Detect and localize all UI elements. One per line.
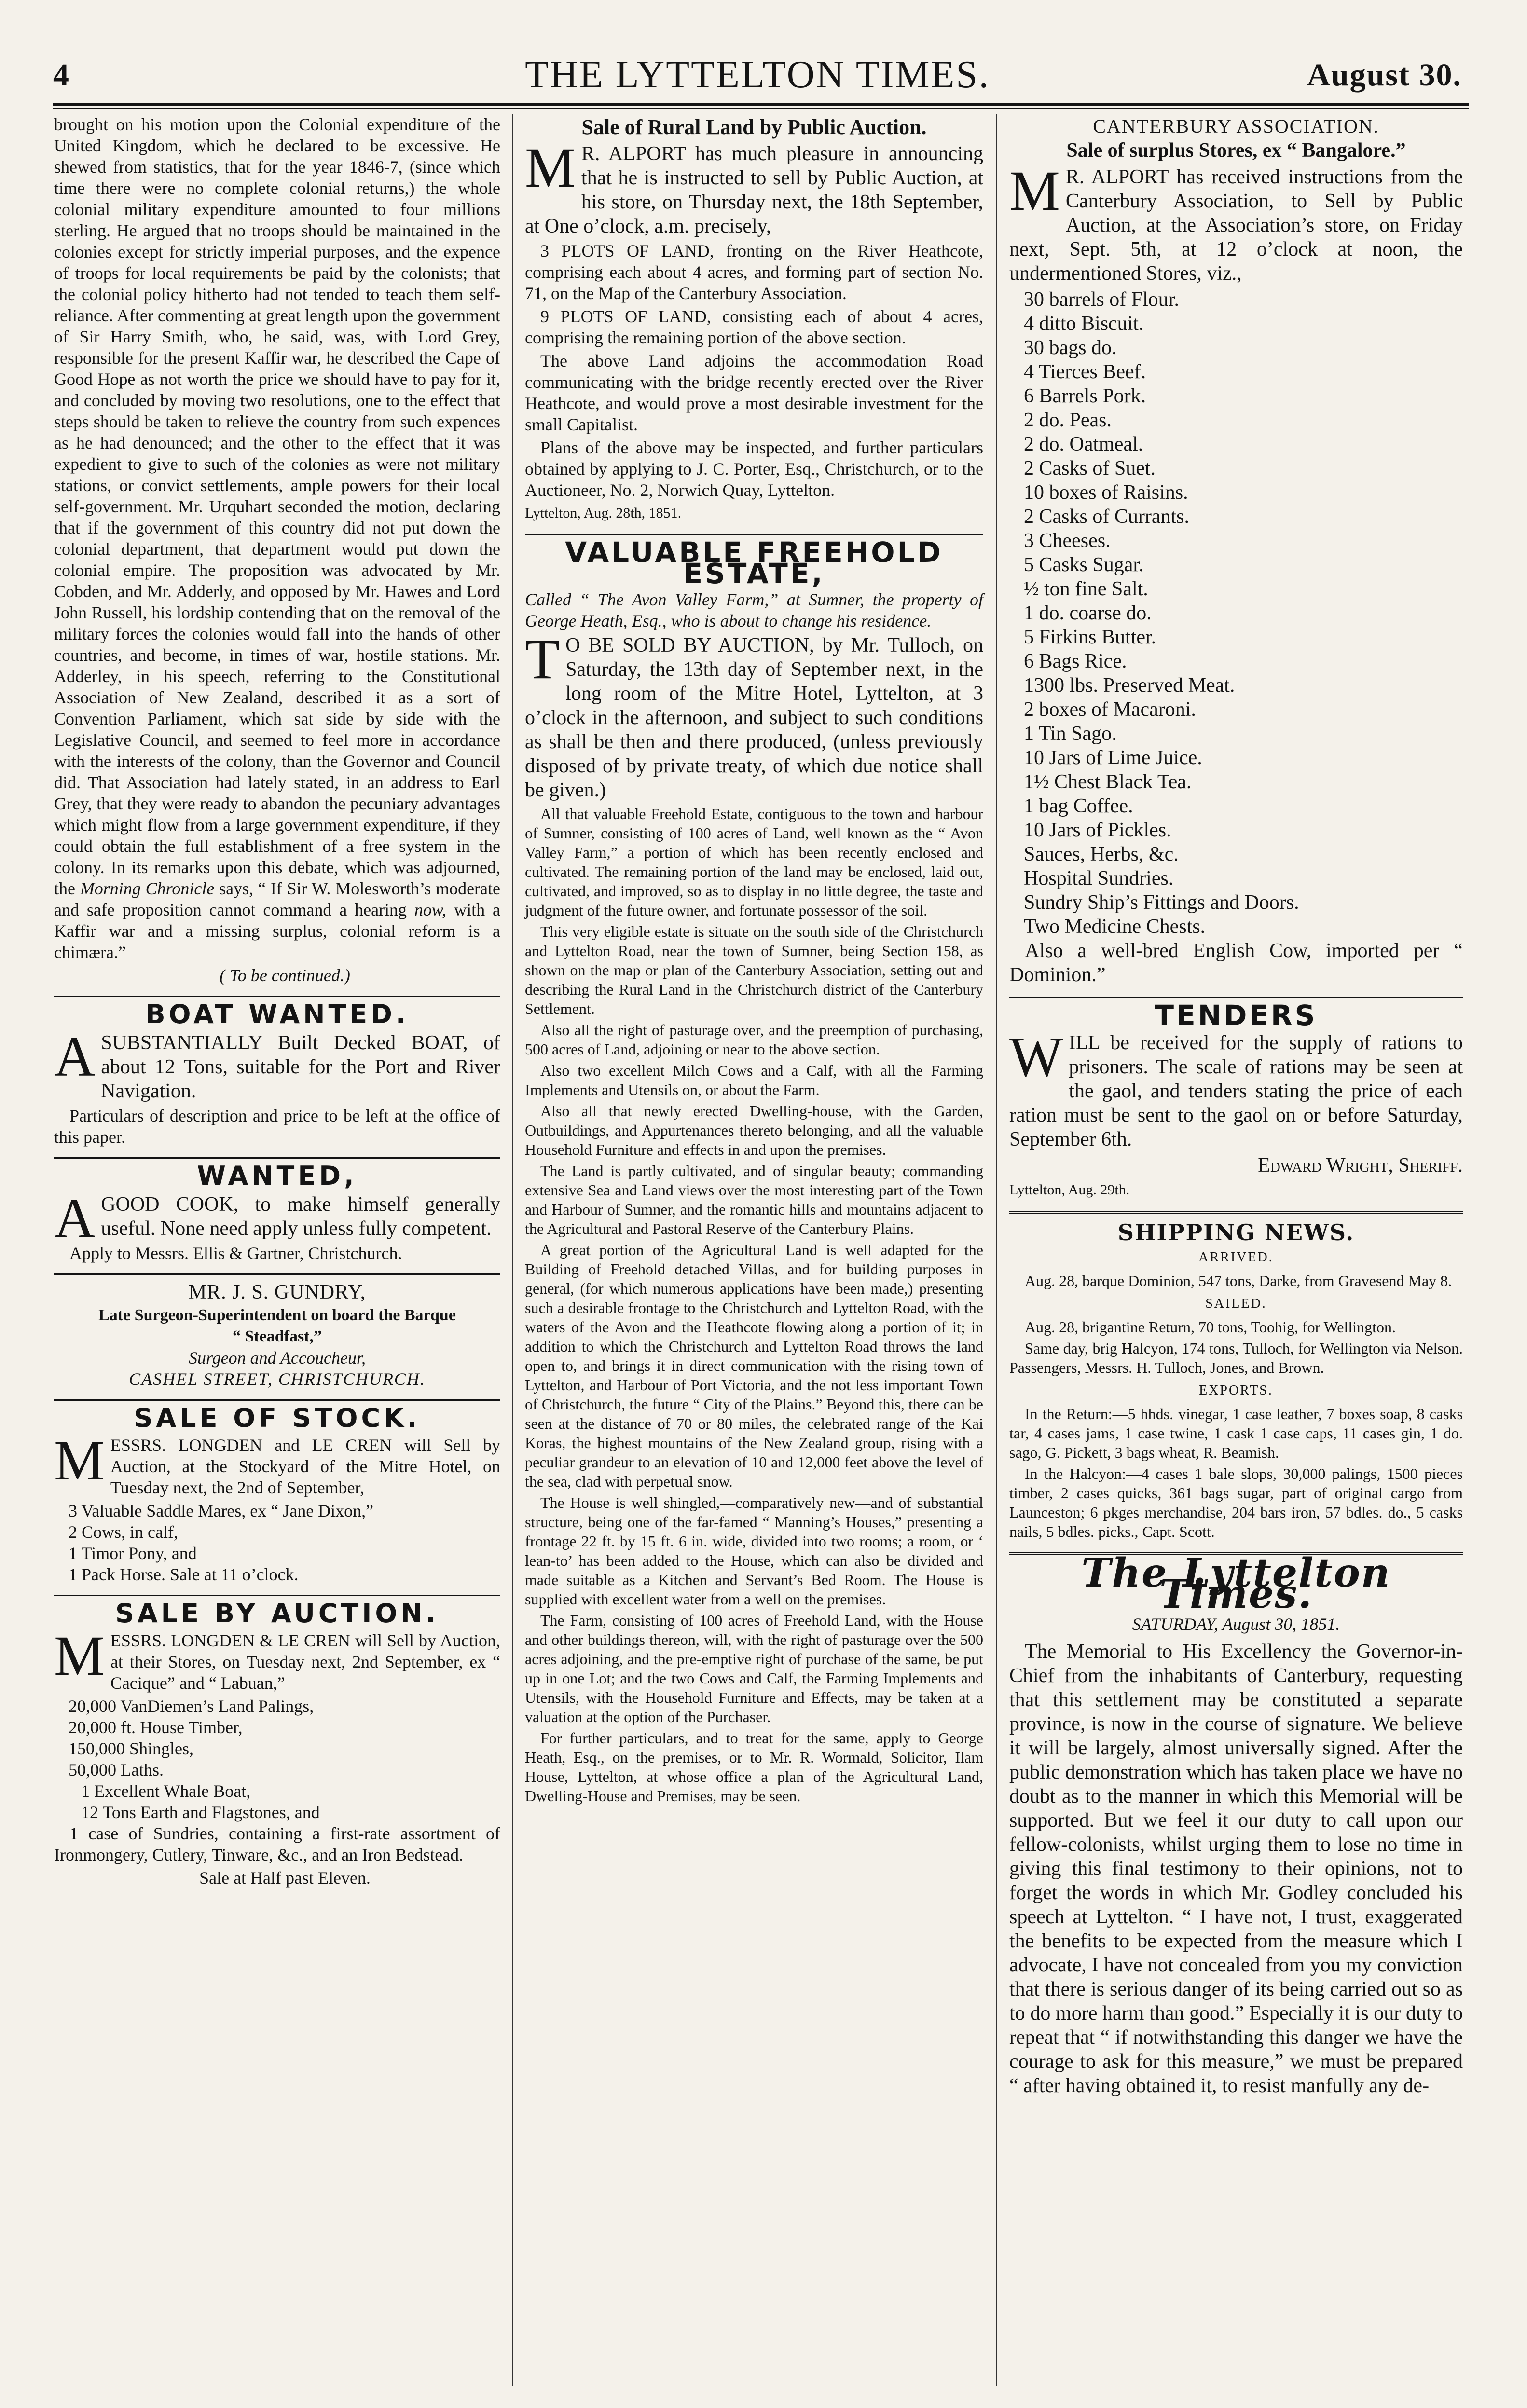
store-item: 10 Jars of Pickles. [1024, 819, 1171, 841]
store-item: 6 Bags Rice. [1024, 650, 1127, 672]
drop-cap: M [1009, 159, 1060, 222]
divider [54, 1157, 500, 1159]
page-number: 4 [53, 57, 69, 93]
column-divider [996, 114, 997, 2386]
store-item: 2 boxes of Macaroni. [1024, 698, 1196, 721]
issue-date: August 30. [1307, 57, 1462, 93]
store-item: 5 Casks Sugar. [1024, 554, 1144, 576]
boat-wanted-heading: BOAT WANTED. [145, 999, 409, 1029]
gundry-name: MR. J. S. GUNDRY, [188, 1281, 366, 1303]
sale-of-stock-text: MESSRS. LONGDEN and LE CREN will Sell by Auction, at the Stockyard of the Mitre Hotel, on Tuesday next, the 2nd of September, [54, 1429, 500, 1497]
drop-cap: A [54, 1025, 96, 1088]
estate-paragraph: This very eligible estate is situate on the south side of the Christchurch and Lyttelton Road, near the town of Sumner, being Section 158, as shown on the map or plan of the Canterbury Association, setting out and describing the Rural Land in the Christchurch district of the Canterbury Settlement. [525, 923, 983, 1017]
column-2 [525, 114, 983, 1807]
estate-paragraph: All that valuable Freehold Estate, contiguous to the town and harbour of Sumner, consisting of 100 acres of Land, well known as the “ Avon Valley Farm,” a portion of which has been recently enclosed and cultivated. The remaining portion of the land may be enclosed, laid out, cultivated, and improved, so as to display in no little degree, the taste and judgment of the future owner, and fortunate possessor of the soil. [525, 805, 983, 919]
wanted-text-2: Apply to Messrs. Ellis & Gartner, Christchurch. [69, 1244, 402, 1263]
tenders-text: WILL be received for the supply of rations to prisoners. The scale of rations may be seen at the gaol, and tenders stating the price of each ration must be sent to the gaol on or before Saturday, September 6th. [1009, 1025, 1463, 1150]
arrived-label: ARRIVED. [1198, 1250, 1274, 1265]
stores-list [1009, 287, 1463, 987]
store-item: 10 boxes of Raisins. [1024, 481, 1188, 504]
store-item: Two Medicine Chests. [1024, 916, 1206, 938]
stock-item: 2 Cows, in calf, [69, 1522, 178, 1542]
tenders-signoff: Edward Wright, Sheriff. [1258, 1154, 1463, 1177]
sale-of-stock-heading: SALE OF STOCK. [134, 1403, 421, 1433]
exports-text: In the Halcyon:—4 cases 1 bale slops, 30,000 palings, 1500 pieces timber, 2 cases quicks, 361 bags sugar, part of original cargo from Launceston; 6 pkges merchandise, 204 bars iron, 57 bdles. do., 5 casks nails, 5 bdles. picks., Capt. Scott. [1009, 1465, 1463, 1540]
divider [54, 996, 500, 997]
canterbury-association-heading: CANTERBURY ASSOCIATION. [1093, 115, 1379, 137]
auction-time: Sale at Half past Eleven. [199, 1868, 371, 1888]
surplus-stores-text: M R. ALPORT has received instructions from the Canterbury Association, to Sell by Public Auction, at the Association’s store, on Friday next, Sept. 5th, at 12 o’clock at noon, the undermentioned Stores, viz., [1009, 159, 1463, 285]
estate-paragraph: The Farm, consisting of 100 acres of Freehold Land, with the House and other buildings thereon, will, with the right of pasturage over the 500 acres adjoining, and the pre-emptive right of purchase of the same, be put up in one Lot; and the two Cows and Calf, the Farming Implements and Utensils, with the Household Furniture and Effects, may be taken at a valuation at the option of the Purchaser. [525, 1612, 983, 1725]
store-item: 30 bags do. [1024, 337, 1117, 359]
freehold-estate-text: T O BE SOLD BY AUCTION, by Mr. Tulloch, on Saturday, the 13th day of September next, in the long room of the Mitre Hotel, Lyttelton, at 3 o’clock in the afternoon, and subject to such conditions as shall be then and there produced, (unless previously disposed of by private treaty, of which due notice shall be given.) [525, 628, 983, 801]
rural-land-text-3: Plans of the above may be inspected, and further particulars obtained by applying to J. C. Porter, Esq., Christchurch, or to the Auctioneer, No. 2, Norwich Quay, Lyttelton. [525, 438, 983, 500]
tenders-heading: TENDERS [1155, 999, 1318, 1032]
gundry-line-2: “ Steadfast,” [232, 1327, 322, 1345]
store-item: 2 do. Peas. [1024, 409, 1112, 431]
exports-label: EXPORTS. [1199, 1383, 1273, 1398]
divider [54, 1595, 500, 1596]
store-item: Sauces, Herbs, &c. [1024, 843, 1179, 865]
divider [54, 1399, 500, 1401]
auction-item: 150,000 Shingles, [69, 1739, 194, 1758]
stock-item: 1 Timor Pony, and [69, 1544, 197, 1563]
surplus-stores-subheading: Sale of surplus Stores, ex “ Bangalore.” [1066, 139, 1406, 162]
boat-wanted-text-2: Particulars of description and price to be left at the office of this paper. [54, 1106, 500, 1147]
auction-item: 20,000 ft. House Timber, [69, 1718, 243, 1737]
article-text: brought on his motion upon the Colonial expenditure of the United Kingdom, which he declared to be excessive. He shewed from statistics, that for the year 1846-7, (since which time there were no complete colonial returns,) the whole colonial military expenditure amounted to four millions sterling. He argued that no troops should be maintained in the colonies except for strictly imperial purposes, and the expence of troops for local requirements be paid by the colonists; that the colonial policy hitherto had not tended to teach them self-reliance. After commenting at great length upon the government of Sir Harry Smith, who, he said, was, with Lord Grey, responsible for the present Kaffir war, he described the Cape of Good Hope as not worth the price we should have to pay for it, and concluded by moving two resolutions, one to the effect that steps should be taken to relieve the country from such expences as he had denounced; and the other to the effect that it was expedient to give to such of the colonies as were not military stations, or convict settlements, ample powers for their local self-government. Mr. Urquhart seconded the motion, declaring that if the government of this country did not put down the colonial department, that department would put down the colonial empire. The proposition was advocated by Mr. Cobden, and Mr. Adderly, and opposed by Mr. Hawes and Lord John Russell, his lordship contending that on the removal of the military forces the colonies would fall into the hands of other countries, and become, in times of war, hostile stations. Mr. Adderley, in his speech, referring to the Constitutional Association of New Zealand, described it as a sort of Convention Parliament, which sat side by side with the Legislative Council, and seemed to feel more in accordance with the interests of the colony, than the Governor and Council did. That Association had lately stated, in an address to Earl Grey, that they were ready to abandon the pecuniary advantages which might flow from a large government expenditure, if they could obtain the full establishment of a free system in the colony. In its remarks upon this debate, which was adjourned, the Morning Chronicle says, “ If Sir W. Molesworth’s moderate and safe proposition cannot command a hearing now, with a Kaffir war and a missing surplus, colonial reform is a chimæra.” [54, 115, 500, 962]
sale-by-auction-text: MESSRS. LONGDEN & LE CREN will Sell by Auction, at their Stores, on Tuesday next, 2nd September, ex “ Cacique” and “ Labuan,” [54, 1624, 500, 1693]
arrived-text: Aug. 28, barque Dominion, 547 tons, Darke, from Gravesend May 8. [1025, 1272, 1452, 1289]
column-divider [512, 114, 513, 2386]
masthead [53, 53, 1462, 106]
tenders-date: Lyttelton, Aug. 29th. [1009, 1182, 1130, 1198]
auction-item: 20,000 VanDiemen’s Land Palings, [69, 1697, 314, 1716]
divider [1009, 997, 1463, 998]
estate-paragraph: A great portion of the Agricultural Land is well adapted for the Building of Freehold detached Villas, and for building purposes in general, (for which numerous applications have been made,) presenting such a desirable frontage to the Christchurch and Lyttelton Road, with the waters of the Avon and the Heathcote flowing along a portion of it; in addition to which the Christchurch and Lyttelton Road throws the land open to, and brings it in direct communication with the rising town of Lyttelton, and Harbour of Port Victoria, and the not less important Town of Christchurch, the future “ City of the Plains.” Beyond this, there can be seen at the distance of 70 or 80 miles, the celebrated range of the Kai Koras, the highest mountains of the New Zealand group, rising with a peculiar grandeur to an elevation of 10 and 12,000 feet above the level of the sea, clad with perpetual snow. [525, 1241, 983, 1490]
column-1 [54, 114, 500, 1890]
store-item: 4 Tierces Beef. [1024, 361, 1146, 383]
store-item: 6 Barrels Pork. [1024, 385, 1146, 407]
rural-land-text: M R. ALPORT has much pleasure in announcing that he is instructed to sell by Public Auction, at his store, on Thursday next, the 18th September, at One o’clock, a.m. precisely, [525, 136, 983, 237]
rural-lot-1: 3 PLOTS OF LAND, fronting on the River Heathcote, comprising each about 4 acres, and forming part of section No. 71, on the Map of the Canterbury Association. [525, 241, 983, 303]
estate-paragraph: The Land is partly cultivated, and of singular beauty; commanding extensive Sea and Land views over the most interesting part of the Town and Harbour of Sumner, and the romantic hills and mountains adjacent to the Agricultural and Pastoral Reserve of the Canterbury Plains. [525, 1162, 983, 1237]
store-item: 3 Cheeses. [1024, 530, 1111, 552]
drop-cap: A [54, 1187, 96, 1250]
store-item: 2 Casks of Suet. [1024, 457, 1156, 479]
column-3 [1009, 114, 1463, 2100]
boat-wanted-text: ASUBSTANTIALLY Built Decked BOAT, of about 12 Tons, suitable for the Port and River Navigation. [54, 1025, 500, 1102]
store-item: Hospital Sundries. [1024, 867, 1174, 889]
rural-lot-2: 9 PLOTS OF LAND, consisting each of about 4 acres, comprising the remaining portion of the above section. [525, 307, 983, 347]
store-item: 10 Jars of Lime Juice. [1024, 747, 1202, 769]
stock-item: 1 Pack Horse. Sale at 11 o’clock. [69, 1565, 299, 1584]
masthead-rule-thin [53, 108, 1469, 109]
store-item: 2 do. Oatmeal. [1024, 433, 1143, 455]
divider [525, 534, 983, 535]
rural-land-text-2: The above Land adjoins the accommodation Road communicating with the bridge recently erected over the River Heathcote, and would prove a most desirable investment for the small Capitalist. [525, 351, 983, 434]
estate-paragraph: Also all that newly erected Dwelling-house, with the Garden, Outbuildings, and Appurtenances thereto belonging, and all the valuable Household Furniture and effects in and upon the premises. [525, 1102, 983, 1158]
lyttelton-times-title: The Lyttelton Times. [1081, 1550, 1391, 1617]
stock-item: 3 Valuable Saddle Mares, ex “ Jane Dixon,” [69, 1501, 374, 1520]
store-item: 1½ Chest Black Tea. [1024, 771, 1192, 793]
english-cow-note: Also a well-bred English Cow, imported per “ Dominion.” [1009, 940, 1463, 986]
store-item: ½ ton fine Salt. [1024, 578, 1148, 600]
estate-paragraph: Also two excellent Milch Cows and a Calf, with all the Farming Implements and Utensils on, or about the Farm. [525, 1062, 983, 1098]
sailed-label: SAILED. [1205, 1296, 1267, 1311]
wanted-text: AGOOD COOK, to make himself generally useful. None need apply unless fully competent. [54, 1187, 500, 1250]
store-item: 1300 lbs. Preserved Meat. [1024, 674, 1235, 697]
shipping-news-heading: SHIPPING NEWS. [1117, 1219, 1355, 1245]
divider [1009, 1211, 1463, 1214]
continued-note: ( To be continued.) [220, 966, 350, 985]
auction-item: 1 Excellent Whale Boat, [81, 1781, 251, 1801]
gundry-address: CASHEL STREET, CHRISTCHURCH. [129, 1369, 426, 1389]
editorial-text: The Memorial to His Excellency the Governor-in-Chief from the inhabitants of Canterbury, requesting that this settlement may be constituted a separate province, is now in the course of signature. We believe it will be largely, almost universally signed. After the public demonstration which has taken place we have no doubt as to the manner in which this Memorial will be supported. But we feel it our duty to call upon our fellow-colonists, whilst urging them to lose no time in giving this final testimony to their opinions, not to forget the words in which Mr. Godley concluded his speech at Lyttelton. “ I have not, I trust, exaggerated the benefits to be expected from the measure which I advocate, I have not concealed from you my conviction that there is serious danger of its being carried out so as to do more harm than good.” Especially it is our duty to repeat that “ if notwithstanding this danger we have the courage to ask for this measure,” we must be prepared “ after having obtained it, to resist manfully any de- [1009, 1641, 1463, 2097]
drop-cap: M [525, 136, 576, 199]
exports-text: In the Return:—5 hhds. vinegar, 1 case leather, 7 boxes soap, 8 casks tar, 4 cases jams, 1 case twine, 1 cask 1 case caps, 11 cases gin, 1 do. sago, G. Pickett, 3 bags wheat, R. Beamish. [1009, 1405, 1463, 1461]
store-item: 4 ditto Biscuit. [1024, 313, 1144, 335]
estate-paragraph: Also all the right of pasturage over, and the preemption of purchasing, 500 acres of Land, adjoining or near to the above section. [525, 1021, 983, 1058]
auction-item: 50,000 Laths. [69, 1760, 164, 1779]
store-item: Sundry Ship’s Fittings and Doors. [1024, 891, 1299, 914]
auction-text-2: 1 case of Sundries, containing a first-rate assortment of Ironmongery, Cutlery, Tinware, &c., and an Iron Bedstead. [54, 1824, 500, 1864]
store-item: 1 Tin Sago. [1024, 723, 1117, 745]
wanted-heading: WANTED, [197, 1161, 358, 1191]
estate-paragraph: For further particulars, and to treat for the same, apply to George Heath, Esq., on the premises, or to Mr. R. Wormald, Solicitor, Ilam House, Lyttelton, at whose office a plan of the Agricultural Land, Dwelling-House and Premises, may be seen. [525, 1729, 983, 1805]
auction-item: 12 Tons Earth and Flagstones, and [81, 1803, 320, 1822]
store-item: 5 Firkins Butter. [1024, 626, 1156, 648]
store-item: 2 Casks of Currants. [1024, 506, 1189, 528]
freehold-estate-subheading: Called “ The Avon Valley Farm,” at Sumner, the property of George Heath, Esq., who is about to change his residence. [525, 590, 983, 630]
drop-cap: M [54, 1624, 105, 1687]
gundry-line-3: Surgeon and Accoucheur, [189, 1348, 366, 1368]
drop-cap: W [1009, 1025, 1063, 1088]
store-item: 1 bag Coffee. [1024, 795, 1133, 817]
sailed-text: Same day, brig Halcyon, 174 tons, Tulloch, for Wellington via Nelson. Passengers, Messrs. H. Tulloch, Jones, and Brown. [1009, 1340, 1463, 1376]
sailed-text: Aug. 28, brigantine Return, 70 tons, Toohig, for Wellington. [1025, 1318, 1396, 1336]
divider [54, 1273, 500, 1275]
drop-cap: T [525, 628, 560, 691]
rural-land-heading: Sale of Rural Land by Public Auction. [581, 115, 927, 139]
store-item: 1 do. coarse do. [1024, 602, 1152, 624]
drop-cap: M [54, 1429, 105, 1492]
store-item: 30 barrels of Flour. [1024, 288, 1179, 311]
masthead-rule [53, 103, 1469, 106]
gundry-line-1: Late Surgeon-Superintendent on board the Barque [98, 1306, 456, 1324]
sale-by-auction-heading: SALE BY AUCTION. [115, 1598, 440, 1628]
rural-land-signoff: Lyttelton, Aug. 28th, 1851. [525, 505, 682, 521]
freehold-estate-heading: VALUABLE FREEHOLD ESTATE, [565, 536, 943, 590]
estate-paragraph: The House is well shingled,—comparatively new—and of substantial structure, being one of the far-famed “ Manning’s Houses,” presenting a frontage 22 ft. by 15 ft. 6 in. wide, divided into two rooms; a room, or ‘ lean-to’ has been added to the House, which can also be divided and made suitable as a Kitchen and Servant’s Bed Room. The House is supplied with excellent water from a well on the premises. [525, 1494, 983, 1608]
editorial-date: SATURDAY, August 30, 1851. [1132, 1614, 1340, 1634]
newspaper-title: THE LYTTELTON TIMES. [525, 54, 990, 96]
